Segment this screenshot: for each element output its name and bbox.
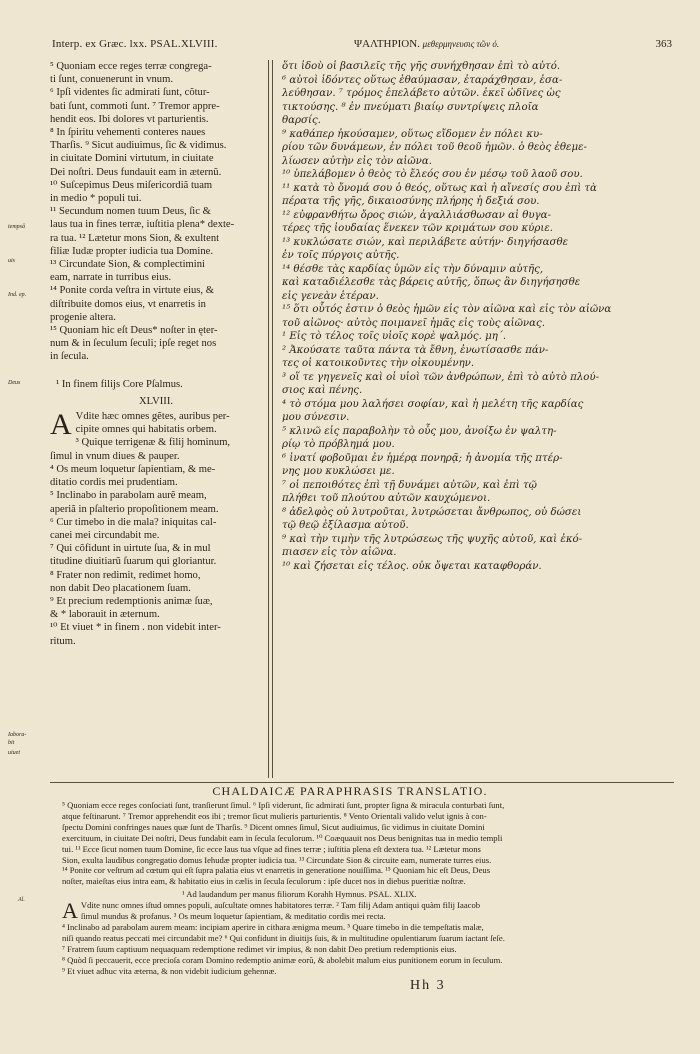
text-line: ⁹ καθάπερ ἠκούσαμεν, οὕτως εἴδομεν ἐν πόλει κυ- [282, 128, 543, 140]
text-line: ⁸ ἀδελφὸς οὐ λυτροῦται, λυτρώσεται ἄνθρωπος, οὐ δώσει [282, 506, 582, 518]
text-line: ¹⁰ καὶ ζήσεται εἰς τέλος. οὐκ ὄψεται καταφθοράν. [282, 560, 542, 572]
greek-column [282, 60, 674, 573]
text-line: Tharſis. ⁹ Sicut audiuimus, ſic & vidimus. [50, 140, 227, 152]
text-line: in ſecula. [50, 351, 89, 363]
text-line: ρίου τῶν δυνάμεων, ἐν πόλει τοῦ θεοῦ ἡμῶν. ὁ θεὸς ἐθεμε- [282, 142, 587, 153]
margin-note: Deus [8, 380, 21, 386]
text-line: atque feſtinarunt. ⁷ Tremor apprehendit eos ibi ; tremor ſicut mulieris parturientis. ⁸ Vento Orientali valido velut ignis à con- [62, 810, 487, 821]
text-line: ⁵ κλινῶ εἰς παραβολὴν τὸ οὖς μου, ἀνοίξω ἐν ψαλτη- [282, 425, 557, 437]
text-line: καὶ καταδιέλεσθε τὰς βάρεις αὐτῆς, ὅπως ἂν διηγήσησθε [282, 277, 581, 288]
paraphrase-part-2 [62, 900, 662, 976]
paraphrase-title: CHALDAICÆ PARAPHRASIS TRANSLATIO. [212, 784, 488, 798]
text-line: ¹¹ κατὰ τὸ ὄνομά σου ὁ θεός, οὕτως καὶ ἡ αἴνεσίς σου ἐπὶ τὰ [282, 182, 597, 194]
section-rule [50, 782, 674, 783]
paraphrase-block [62, 800, 662, 977]
text-line: laus tua in fines terræ, iuſtitia plena* dexte- [50, 219, 235, 231]
text-line: ⁵ Quoniam ecce reges terræ congrega- [50, 61, 212, 72]
latin-psalm-number: XLVIII. [138, 395, 174, 407]
text-line: & * laborauit in æternum. [50, 609, 160, 621]
text-line: Dei noſtri. Deus fundauit eam in æternũ. [50, 166, 222, 178]
text-line: Sion, exulta laudibus congregatio domus Iehudæ propter iudicia tua. ¹³ Circundate Sion & circuite eam, numerate turres eius. [62, 854, 492, 865]
text-line: ⁹ Et precium redemptionis animæ ſuæ, [50, 595, 213, 607]
text-line: ſpectu Domini confringes naues quæ ſunt de Tharſis. ⁹ Dicent omnes ſimul, Sicut audiuimus, ſic vidimus in ciuitate Domini [62, 821, 485, 832]
text-line: ⁶ αὐτοὶ ἰδόντες οὕτως ἐθαύμασαν, ἐταράχθησαν, ἐσα- [282, 74, 563, 86]
header-right-title: ΨΑΛΤΗΡΙΟΝ. [354, 38, 420, 50]
text-line: ⁴ Os meum loquetur ſapientiam, & me- [50, 463, 216, 475]
text-line: ⁵ Inclinabo in parabolam aurẽ meam, [50, 490, 207, 502]
text-line: ritum. [50, 635, 76, 647]
column-rule [272, 60, 273, 778]
text-line: ¹⁴ Ponite corda veſtra in virtute eius, & [50, 285, 214, 297]
text-line: τοῦ αἰῶνος· αὐτὸς ποιμανεῖ ἡμᾶς εἰς τοὺς αἰῶνας. [282, 317, 545, 329]
text-line: noſter, maieſtas eius intra eam, & habitatio eius in cælis in ſecula ſeculorum : ipſe ducet nos in diebus pueritiæ noſtræ. [62, 876, 466, 887]
text-line: ⁷ Qui cõfidunt in uirtute ſua, & in mul [50, 543, 211, 555]
text-line: ρίῳ τὸ πρόβλημά μου. [282, 439, 395, 450]
text-line: ³ Quique terrigenæ & filij hominum, [75, 437, 231, 449]
text-line: aperiã in pſalterio propoſitionem meam. [50, 503, 219, 515]
text-line: ⁸ Quòd ſi peccauerit, ecce precioſa coram Domino redemptio animæ eorũ, & abolebit malum eius punitionem eorum in ſeculum. [62, 954, 503, 965]
paraphrase-part-1 [62, 800, 662, 887]
paraphrase-psalm-heading: ¹ Ad laudandum per manus filiorum Korahh Hymnus. PSAL. XLIX. [182, 889, 417, 900]
greek-block [282, 60, 674, 573]
latin-block-1 [50, 60, 262, 364]
text-line: μου σύνεσιν. [282, 412, 350, 423]
text-line: τες οἱ κατοικοῦντες τὴν οἰκουμένην. [282, 358, 475, 369]
text-line: eam, narrate in turribus eius. [50, 272, 172, 284]
text-line: ra tua. ¹² Lætetur mons Sion, & exultent [50, 232, 220, 244]
margin-note: Iabora- [8, 732, 27, 738]
text-line: ¹¹ Secundum nomen tuum Deus, ſic & [50, 206, 211, 218]
header-right [354, 38, 499, 50]
text-line: ³ οἵ τε γηγενεῖς καὶ οἱ υἱοὶ τῶν ἀνθρώπων, ἐπὶ τὸ αὐτὸ πλού- [282, 371, 600, 383]
text-line: ⁶ ἱνατί φοβοῦμαι ἐν ἡμέρᾳ πονηρᾷ; ἡ ἀνομία τῆς πτέρ- [282, 452, 563, 464]
text-line: εἰς γενεὰν ἑτέραν. [282, 290, 379, 302]
text-line: tui. ¹¹ Ecce ſicut nomen tuum Domine, ſic ecce laus tua vſque ad fines terræ ; iuſtitia plena eſt dextera tua. ¹² Lætetur mons [62, 843, 481, 854]
text-line: ὅτι ἰδοὺ οἱ βασιλεῖς τῆς γῆς συνήχθησαν ἐπὶ τὸ αὐτό. [282, 61, 561, 72]
text-line: ² Ἀκούσατε ταῦτα πάντα τὰ ἔθνη, ἐνωτίσασθε πάν- [282, 344, 549, 356]
text-line: exercituum, in ciuitate Dei noſtri, Deus fundabit eam in ſecula ſeculorum. ¹⁰ Coæquauit nos Deus benignitas tua in medio templi [62, 832, 503, 843]
text-line: in ciuitate Domini virtutum, in ciuitate [50, 153, 214, 165]
text-line: πιασεν εἰς τὸν αἰῶνα. [282, 547, 397, 558]
text-line: titudine diuitiarũ ſuarum qui gloriantur. [50, 556, 217, 568]
drop-cap: A [62, 898, 78, 924]
text-line: ti ſunt, conuenerunt in vnum. [50, 74, 173, 86]
text-line: ⁹ καὶ τὴν τιμὴν τῆς λυτρώσεως τῆς ψυχῆς αὐτοῦ, καὶ ἐκό- [282, 533, 583, 545]
text-line: niſi quando reatus peccati mei circundabit me? ⁶ Qui confidunt in diuitijs ſuis, & in multitudine opulentiarum ſuarum iactant ſeſe. [62, 932, 505, 943]
latin-block-2 [50, 410, 262, 648]
text-line: τέρες τῆς ἰουδαίας ἕνεκεν τῶν κριμάτων σου κύριε. [282, 223, 554, 234]
text-line: ¹⁵ Quoniam hic eſt Deus* noſter in ęter- [50, 325, 218, 337]
text-line: πέρατα τῆς γῆς, δικαιοσύνης πλήρης ἡ δεξιά σου. [282, 196, 540, 207]
latin-column [50, 60, 262, 648]
text-line: filiæ Iudæ propter iudicia tua Domine. [50, 245, 213, 257]
text-line: τῷ θεῷ ἐξίλασμα αὐτοῦ. [282, 520, 409, 531]
text-line: ἐν τοῖς πύργοις αὐτῆς. [282, 250, 400, 261]
text-line: ⁶ Cur timebo in die mala? iniquitas cal- [50, 516, 217, 528]
text-line: ¹⁰ Suſcepimus Deus miſericordiã tuam [50, 179, 213, 191]
text-line: ſimul mundus & profanus. ³ Os meum loquetur ſapientiam, & meditatio cordis mei recta. [80, 911, 386, 922]
text-line: ¹⁴ Ponite cor veſtrum ad cœtum qui eſt ſupra palatia eius vt enarretis in generatione nouiſſima. ¹⁵ Quoniam hic eſt Deus, Deus [62, 865, 491, 876]
text-line: ¹⁴ θέσθε τὰς καρδίας ὑμῶν εἰς τὴν δύναμιν αὐτῆς, [282, 263, 544, 275]
signature-mark: Hh 3 [410, 978, 446, 993]
paraphrase-margin: Al. [18, 897, 25, 903]
text-line: πλήθει τοῦ πλούτου αὐτῶν καυχώμενοι. [282, 493, 491, 504]
text-line: θαρσίς. [282, 115, 321, 126]
drop-cap: A [50, 408, 72, 442]
text-line: σιος καὶ πένης. [282, 385, 363, 396]
text-line: ¹⁵ ὅτι οὗτός ἐστιν ὁ θεὸς ἡμῶν εἰς τὸν αἰῶνα καὶ εἰς τὸν αἰῶνα [282, 304, 612, 315]
latin-psalm-title: ¹ In finem filijs Core Pſalmus. [56, 378, 183, 390]
text-line: Vdite hæc omnes gẽtes, auribus per- [75, 411, 230, 423]
text-line: ¹³ κυκλώσατε σιών, καὶ περιλάβετε αὐτήν· διηγήσασθε [282, 236, 569, 248]
text-line: ⁷ οἱ πεποιθότες ἐπὶ τῇ δυνάμει αὐτῶν, καὶ ἐπὶ τῷ [282, 479, 537, 491]
text-line: τικτούσης. ⁸ ἐν πνεύματι βιαίῳ συντρίψεις πλοῖα [282, 101, 539, 113]
text-line: ¹² εὐφρανθήτω ὄρος σιών, ἀγαλλιάσθωσαν αἱ θυγα- [282, 209, 551, 221]
text-line: non dabit Deo placationem ſuam. [50, 582, 191, 594]
page-number: 363 [655, 38, 672, 50]
text-line: λεύθησαν. ⁷ τρόμος ἐπελάβετο αὐτῶν. ἐκεῖ ὠδῖνες ὡς [282, 88, 561, 99]
text-line: diſtribuite domos eius, vt enarretis in [50, 298, 206, 310]
text-line: bati ſunt, commoti ſunt. ⁷ Tremor appre- [50, 100, 220, 112]
text-line: ¹³ Circundate Sion, & complectimini [50, 259, 205, 271]
margin-note: uis [8, 258, 16, 264]
text-line: ⁶ Ipſi videntes ſic admirati ſunt, cõtur- [50, 87, 210, 99]
text-line: ſimul in vnum diues & pauper. [50, 450, 180, 462]
running-header [52, 34, 672, 56]
text-line: λίωσεν αὐτὴν εἰς τὸν αἰῶνα. [282, 155, 432, 167]
header-left: Interp. ex Græc. lxx. PSAL.XLVIII. [52, 38, 218, 50]
text-line: ditatio cordis mei prudentiam. [50, 477, 178, 489]
text-line: ⁸ Frater non redimit, redimet homo, [50, 569, 201, 581]
text-line: ⁴ τὸ στόμα μου λαλήσει σοφίαν, καὶ ἡ μελέτη τῆς καρδίας [282, 398, 584, 410]
text-line: ¹⁰ Et viuet * in finem . non videbit inter- [50, 622, 221, 634]
text-line: Vdite nunc omnes iſtud omnes populi, auſcultate omnes habitatores terræ. ² Tam filij Adam antiqui quàm filij Iaacob [80, 900, 481, 911]
text-line: progenie altera. [50, 311, 116, 323]
text-line: in medio * populi tui. [50, 193, 142, 205]
text-line: hendit eos. Ibi dolores vt parturientis. [50, 113, 209, 125]
margin-note: Ind. ep. [8, 292, 27, 298]
text-line: ⁵ Quoniam ecce reges conſociati ſunt, tranſierunt ſimul. ⁶ Ipſi viderunt, ſic admirati ſunt, propter ſigna & miracula conturbati ſunt, [62, 800, 505, 810]
margin-note: bit [8, 740, 15, 746]
text-line: ⁹ Et viuet adhuc vita æterna, & non videbit iudicium gehennæ. [62, 965, 277, 976]
text-line: νης μου κυκλώσει με. [282, 466, 395, 477]
margin-note: uiuet [8, 750, 20, 756]
text-line: cipite omnes qui habitatis orbem. [75, 424, 217, 436]
text-line: ⁴ Inclinabo ad parabolam aurem meam: incipiam aperire in cithara ænigma meum. ⁵ Quare timebo in die tempeſtatis malæ, [62, 921, 484, 932]
text-line: ⁸ In ſpiritu vehementi conteres naues [50, 127, 206, 139]
margin-note: tempsâ [8, 224, 25, 230]
text-line: ¹ Εἰς τὸ τέλος τοῖς υἱοῖς κορὲ ψαλμός. μη΄. [282, 331, 507, 342]
column-rule [268, 60, 269, 778]
text-line: ⁷ Fratrem ſuum captiuum nequaquam redemptione redimet vir impius, & non dabit Deo pretium redemptionis eius. [62, 943, 457, 954]
header-right-sub: μεθερμηνευσις τῶν ό. [422, 39, 500, 49]
text-line: num & in ſeculum ſeculi; ipſe reget nos [50, 338, 217, 350]
text-line: canei mei circundabit me. [50, 529, 160, 541]
text-line: ¹⁰ ὑπελάβομεν ὁ θεὸς τὸ ἔλεός σου ἐν μέσῳ τοῦ λαοῦ σου. [282, 169, 583, 180]
